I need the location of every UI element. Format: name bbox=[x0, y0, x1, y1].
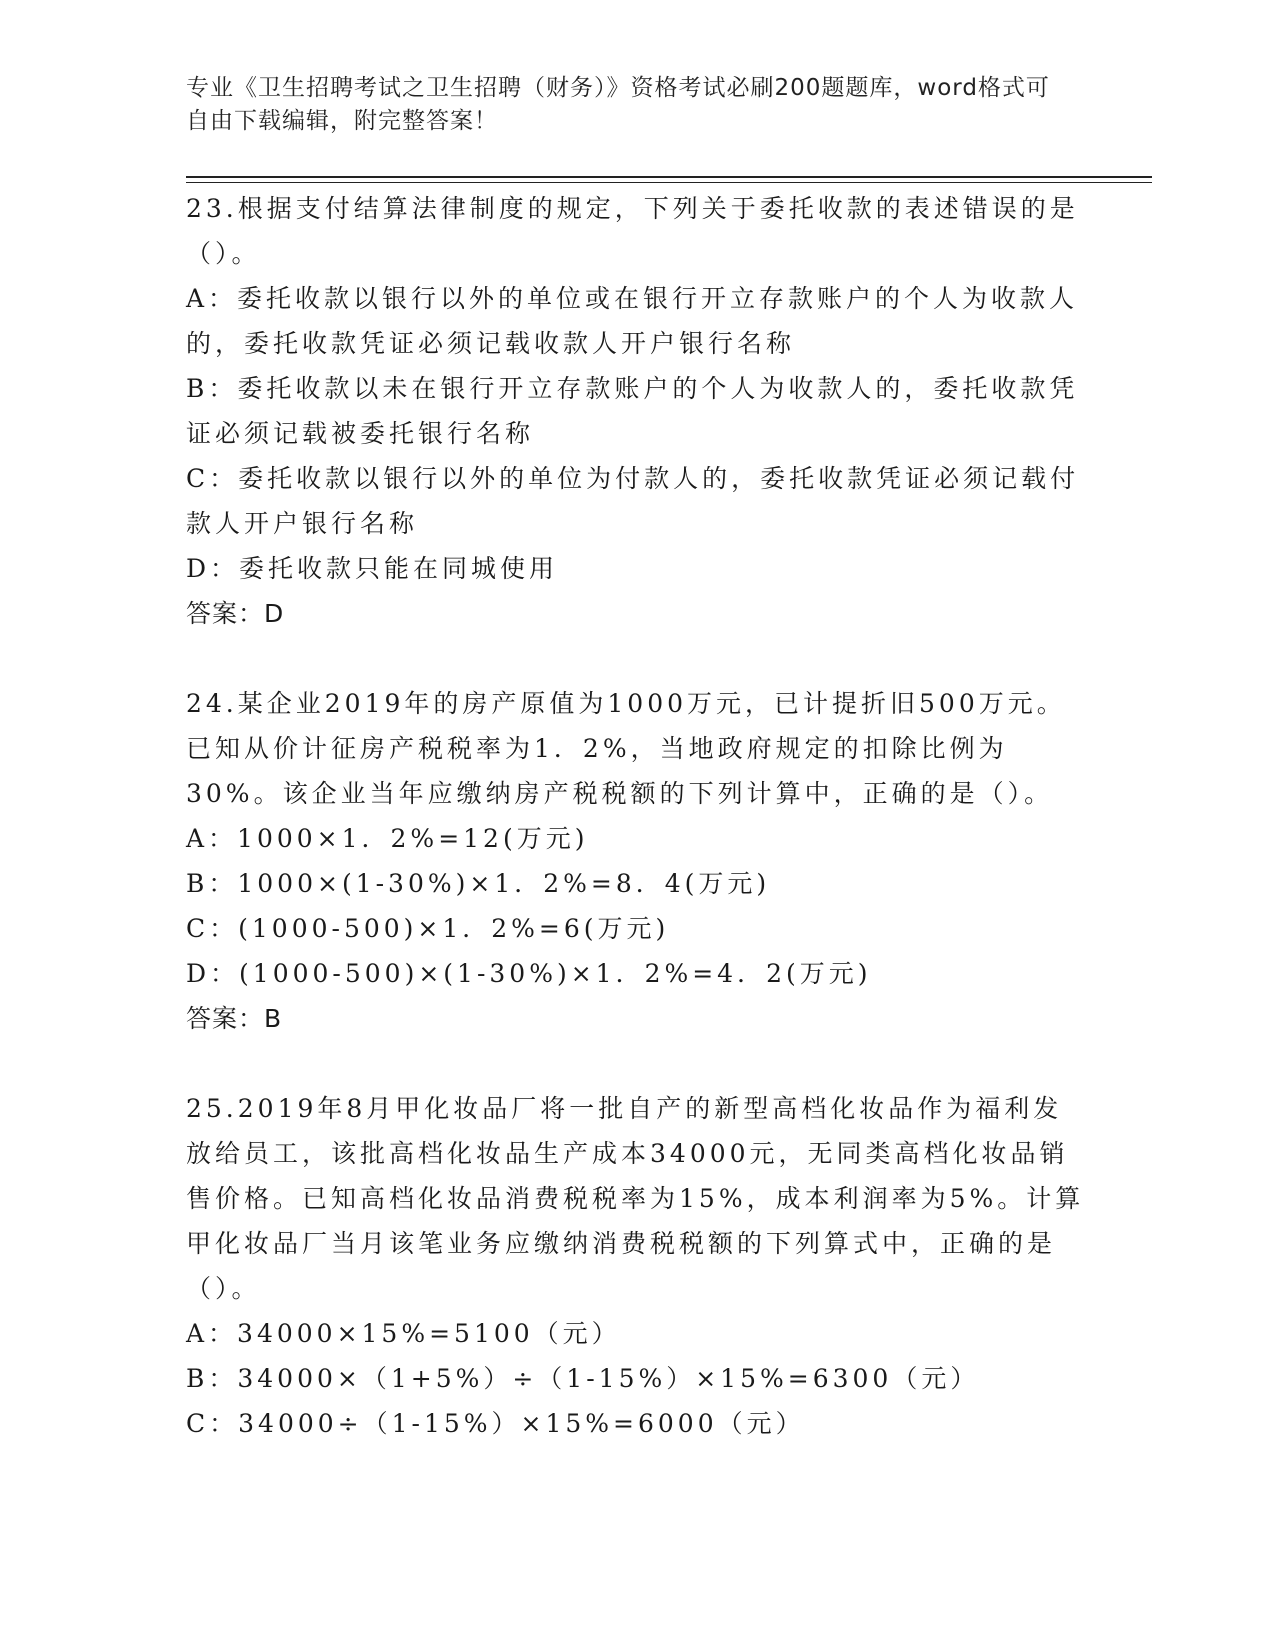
question-text: 24.某企业2019年的房产原值为1000万元，已计提折旧500万元。已知从价计征房产税税率为1．2%，当地政府规定的扣除比例为30%。该企业当年应缴纳房产税税额的下列计算中，正确的是（）。 bbox=[186, 689, 1066, 808]
question-text: 25.2019年8月甲化妆品厂将一批自产的新型高档化妆品作为福利发放给员工，该批高档化妆品生产成本34000元，无同类高档化妆品销售价格。已知高档化妆品消费税税率为15%，成本利润率为5%。计算甲化妆品厂当月该笔业务应缴纳消费税税额的下列算式中，正确的是（）。 bbox=[186, 1094, 1085, 1303]
option-a: A：1000×1．2%=12(万元) bbox=[186, 824, 589, 853]
answer: 答案：B bbox=[186, 1004, 283, 1033]
spacer bbox=[186, 1041, 1086, 1086]
option-c: C：委托收款以银行以外的单位为付款人的，委托收款凭证必须记载付款人开户银行名称 bbox=[186, 464, 1080, 538]
question-24 bbox=[186, 681, 1086, 1041]
option-a: A：34000×15%=5100（元） bbox=[186, 1319, 621, 1348]
option-c: C：34000÷（1-15%）×15%=6000（元） bbox=[186, 1409, 805, 1438]
question-25 bbox=[186, 1086, 1086, 1446]
option-d: D：(1000-500)×(1-30%)×1．2%=4．2(万元) bbox=[186, 959, 872, 988]
option-b: B：1000×(1-30%)×1．2%=8．4(万元) bbox=[186, 869, 771, 898]
option-c: C：(1000-500)×1．2%=6(万元) bbox=[186, 914, 670, 943]
page-header: 专业《卫生招聘考试之卫生招聘（财务）》资格考试必刷200题题库，word格式可自由下载编辑，附完整答案！ bbox=[186, 75, 1050, 134]
answer: 答案：D bbox=[186, 599, 285, 628]
header-divider-thick bbox=[186, 176, 1152, 178]
option-b: B：委托收款以未在银行开立存款账户的个人为收款人的，委托收款凭证必须记载被委托银行名称 bbox=[186, 374, 1079, 448]
spacer bbox=[186, 636, 1086, 681]
option-b: B：34000×（1+5%）÷（1-15%）×15%=6300（元） bbox=[186, 1364, 980, 1393]
option-d: D：委托收款只能在同城使用 bbox=[186, 554, 559, 583]
question-list bbox=[186, 186, 1086, 1446]
question-text: 23.根据支付结算法律制度的规定，下列关于委托收款的表述错误的是（）。 bbox=[186, 194, 1079, 268]
header-divider-thin bbox=[186, 182, 1152, 183]
option-a: A：委托收款以银行以外的单位或在银行开立存款账户的个人为收款人的，委托收款凭证必须记载收款人开户银行名称 bbox=[186, 284, 1079, 358]
question-23 bbox=[186, 186, 1086, 636]
